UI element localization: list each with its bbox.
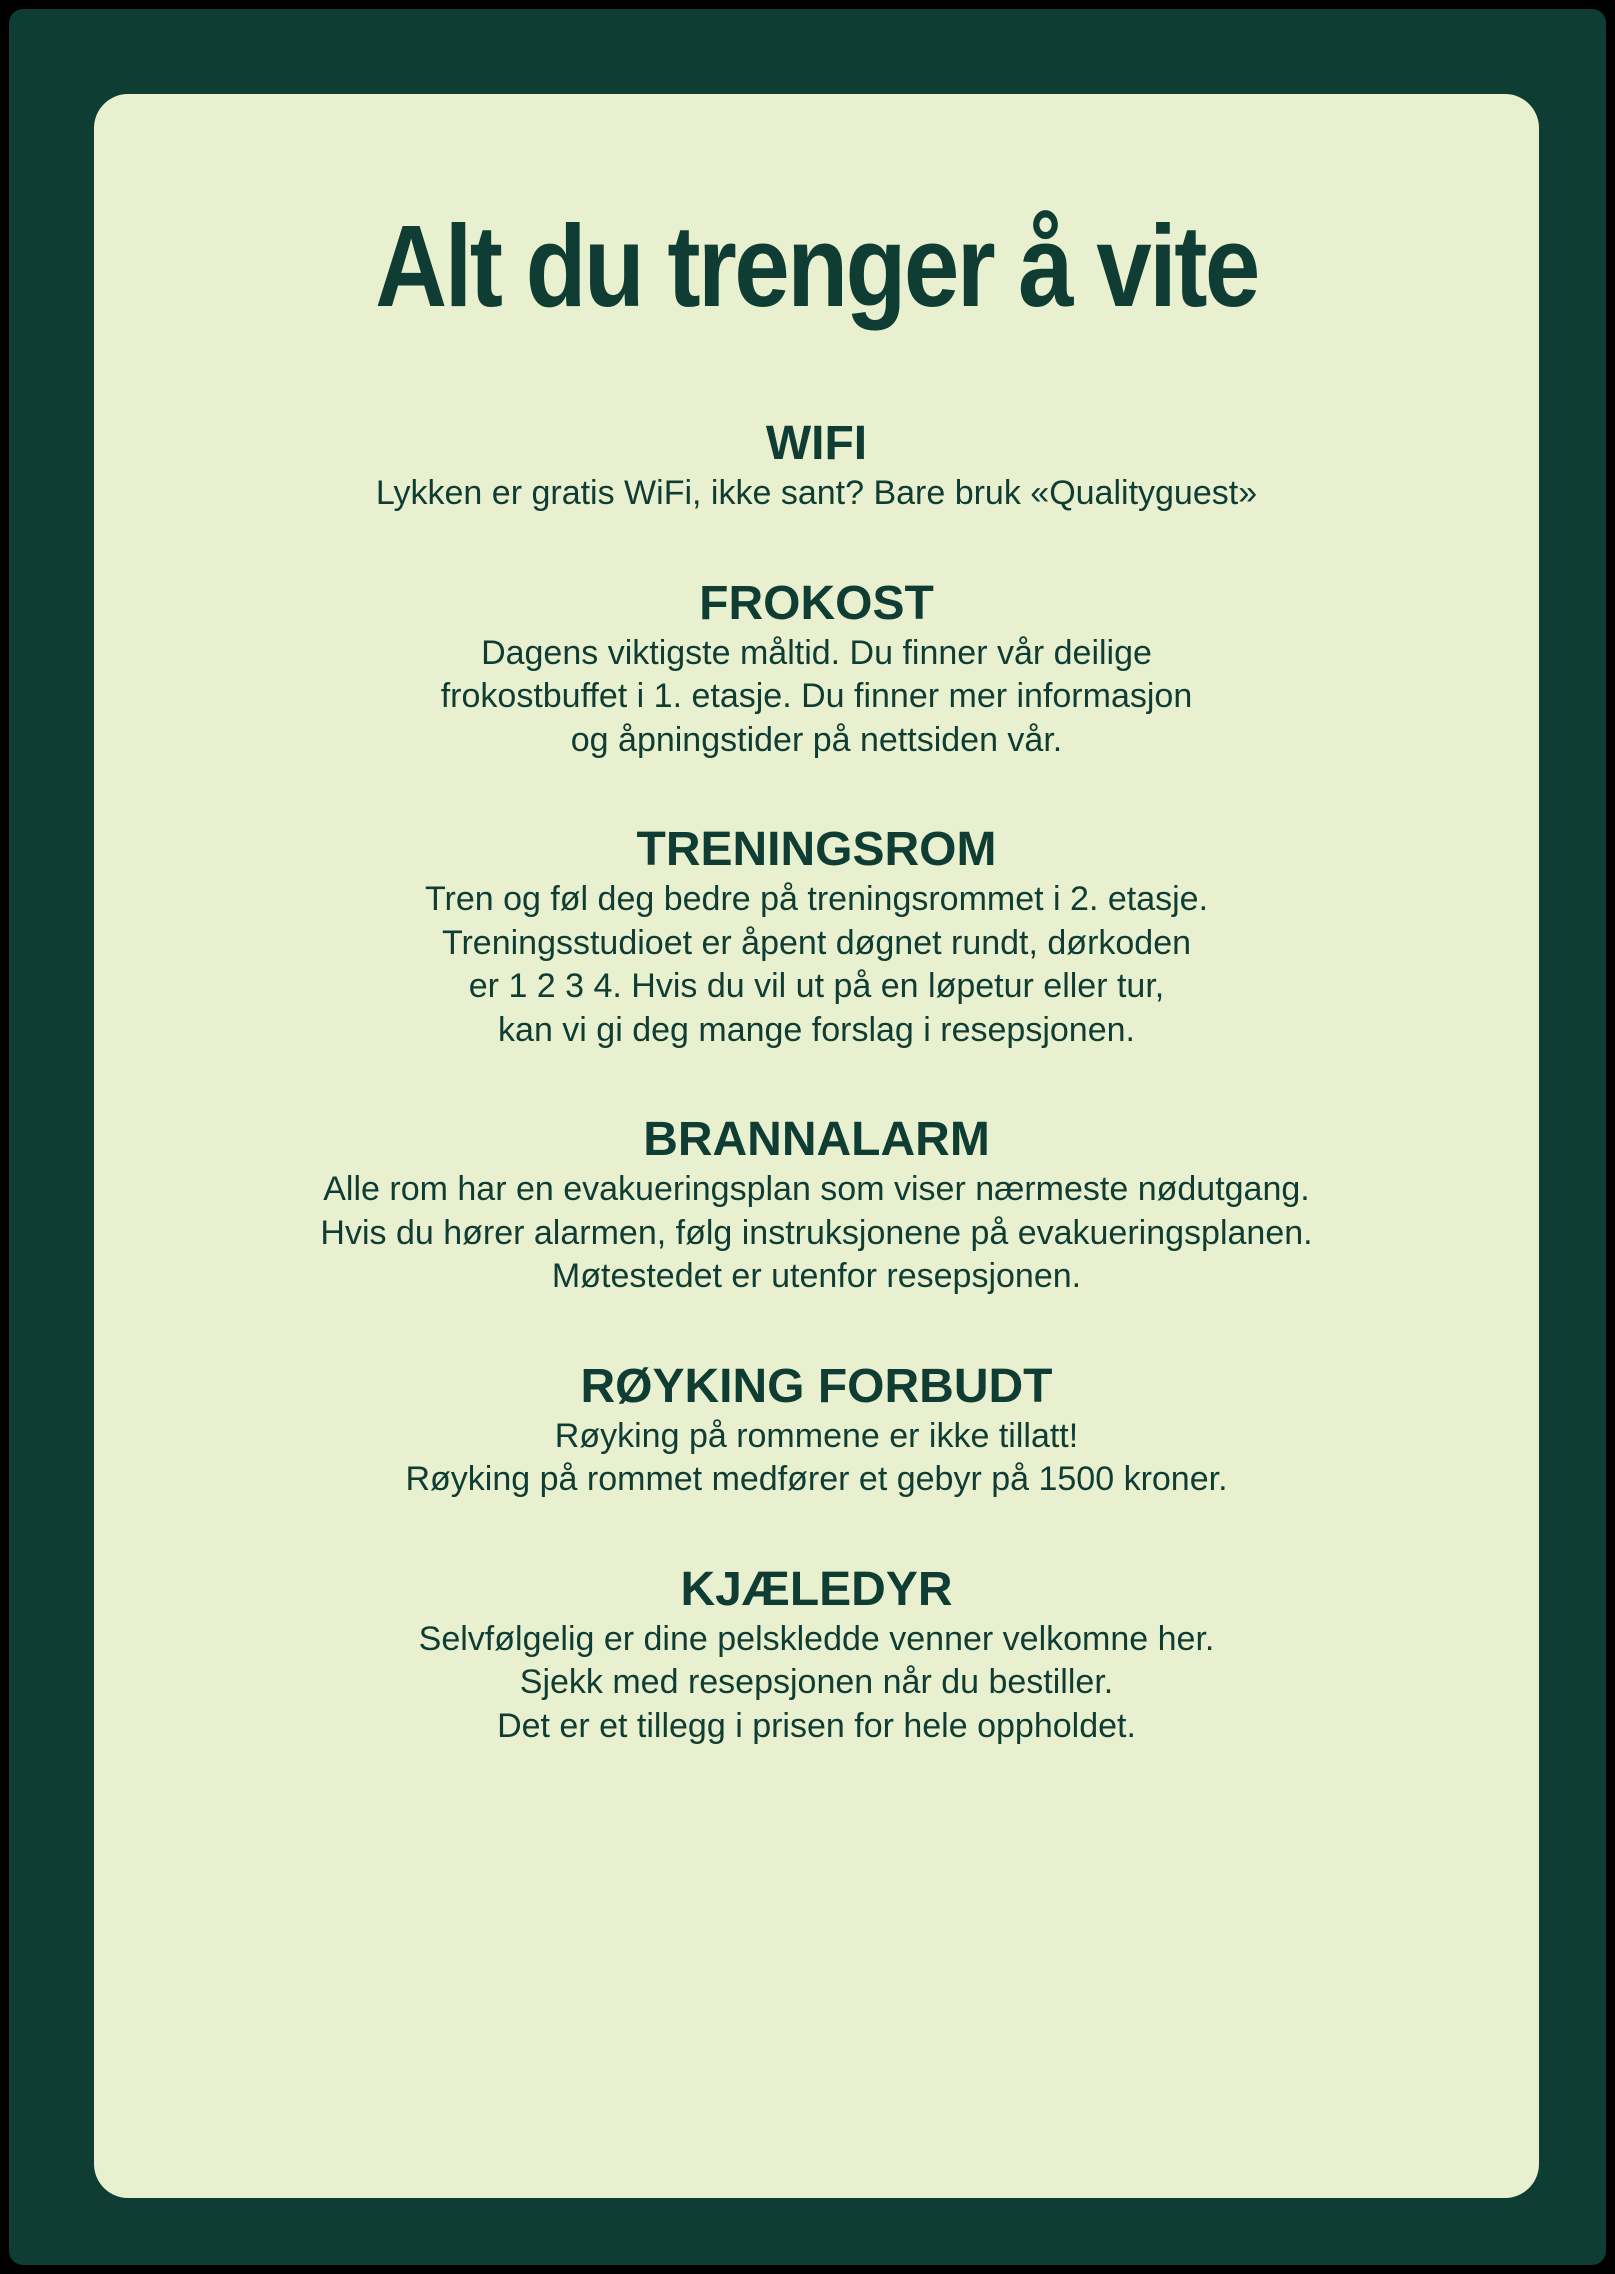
section-heading: FROKOST — [699, 576, 934, 630]
poster-frame — [9, 9, 1606, 2265]
section-body-line: Røyking på rommene er ikke tillatt! — [554, 1416, 1079, 1455]
section-body — [94, 1618, 1539, 1749]
section-body-line: Tren og føl deg bedre på treningsrommet i 2. etasje. — [424, 880, 1209, 918]
info-section-frokost — [94, 576, 1539, 763]
section-body-line: kan vi gi deg mange forslag i resepsjonen. — [498, 1010, 1135, 1049]
section-body-line: Dagens viktigste måltid. Du finner vår deilige — [481, 633, 1152, 672]
info-sections — [94, 416, 1539, 1748]
section-body-line: Lykken er gratis WiFi, ikke sant? Bare bruk «Qualityguest» — [375, 474, 1258, 512]
section-body-line: Selvfølgelig er dine pelskledde venner velkomne her. — [418, 1619, 1215, 1658]
section-body-line: Det er et tillegg i prisen for hele oppholdet. — [497, 1706, 1136, 1745]
section-body-line: og åpningstider på nettsiden vår. — [570, 720, 1063, 759]
section-body-line: Treningsstudioet er åpent døgnet rundt, dørkoden — [441, 923, 1192, 962]
info-card — [94, 94, 1539, 2198]
section-heading: RØYKING FORBUDT — [580, 1359, 1053, 1413]
section-body-line: Sjekk med resepsjonen når du bestiller. — [519, 1663, 1114, 1701]
info-section-røyking-forbudt — [94, 1359, 1539, 1502]
section-heading: BRANNALARM — [643, 1113, 990, 1166]
section-body — [94, 1415, 1539, 1502]
section-body-line: frokostbuffet i 1. etasje. Du finner mer informasjon — [440, 677, 1193, 715]
section-heading: KJÆLEDYR — [680, 1562, 953, 1616]
section-heading: WIFI — [765, 417, 868, 470]
section-body-line: Alle rom har en evakueringsplan som viser nærmeste nødutgang. — [323, 1170, 1310, 1208]
info-section-treningsrom — [94, 822, 1539, 1052]
section-body-line: Møtestedet er utenfor resepsjonen. — [551, 1257, 1082, 1295]
info-section-brannalarm — [94, 1112, 1539, 1299]
section-body-line: er 1 2 3 4. Hvis du vil ut på en løpetur eller tur, — [468, 967, 1165, 1005]
section-body-line: Røyking på rommet medfører et gebyr på 1500 kroner. — [405, 1460, 1228, 1498]
section-heading: TRENINGSROM — [636, 823, 997, 876]
section-body — [94, 1168, 1539, 1299]
section-body — [94, 878, 1539, 1052]
info-section-wifi — [94, 416, 1539, 516]
info-section-kjæledyr — [94, 1562, 1539, 1749]
section-body — [94, 472, 1539, 516]
section-body — [94, 632, 1539, 763]
poster-title: Alt du trenger å vite — [375, 201, 1258, 331]
section-body-line: Hvis du hører alarmen, følg instruksjonene på evakueringsplanen. — [320, 1213, 1313, 1252]
